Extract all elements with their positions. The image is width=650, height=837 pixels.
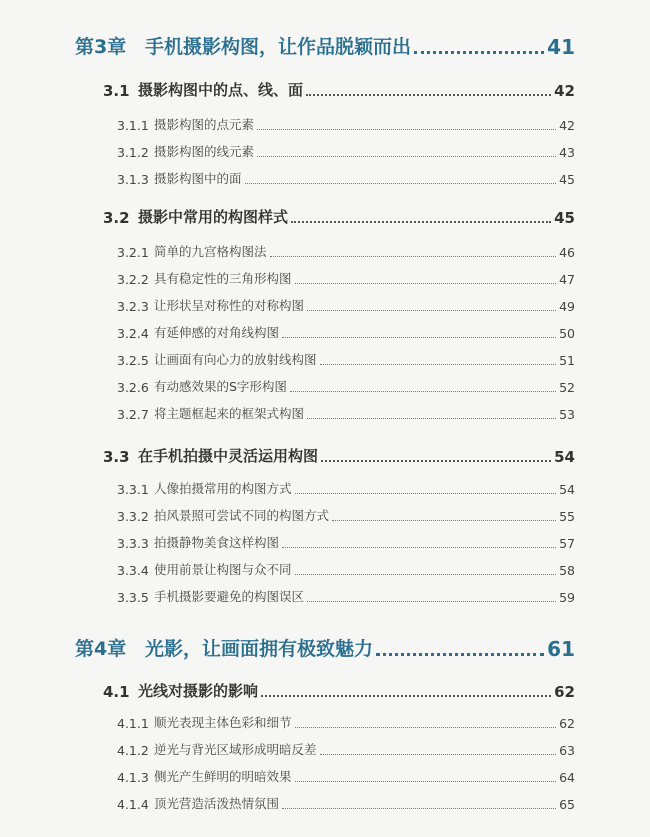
dot-leader <box>291 221 551 223</box>
dot-leader <box>257 156 556 157</box>
item-number: 3.1.1 <box>117 118 149 133</box>
item-title: 顺光表现主体色彩和细节 <box>154 715 292 730</box>
dot-leader <box>307 310 556 311</box>
item-title: 拍摄静物美食这样构图 <box>154 535 280 550</box>
section-number: 4.1 <box>103 683 130 701</box>
item-title: 将主题框起来的框架式构图 <box>154 406 305 421</box>
toc-item-3-3-5[interactable] <box>117 587 575 605</box>
section-title: 在手机拍摄中灵活运用构图 <box>138 447 319 465</box>
item-title: 有延伸感的对角线构图 <box>154 325 280 340</box>
page-number: 50 <box>559 326 575 341</box>
dot-leader <box>332 520 556 521</box>
dot-leader <box>414 51 544 54</box>
page-number: 55 <box>559 509 575 524</box>
toc-item-3-2-4[interactable] <box>117 323 575 341</box>
toc-item-3-2-5[interactable] <box>117 350 575 368</box>
toc-item-3-2-3[interactable] <box>117 296 575 314</box>
item-number: 4.1.3 <box>117 770 149 785</box>
toc-item-4-1-4[interactable] <box>117 794 575 812</box>
toc-section-3-2[interactable] <box>103 205 575 227</box>
page-number: 62 <box>554 683 575 701</box>
item-title: 具有稳定性的三角形构图 <box>154 271 292 286</box>
page-number: 47 <box>559 272 575 287</box>
dot-leader <box>307 601 556 602</box>
dot-leader <box>295 781 556 782</box>
item-number: 3.1.2 <box>117 145 149 160</box>
page-number: 42 <box>559 118 575 133</box>
dot-leader <box>295 283 556 284</box>
toc-item-3-3-4[interactable] <box>117 560 575 578</box>
item-number: 3.3.1 <box>117 482 149 497</box>
dot-leader <box>282 547 556 548</box>
page-number: 61 <box>547 637 575 661</box>
item-title: 让画面有向心力的放射线构图 <box>154 352 317 367</box>
toc-chapter-4[interactable] <box>75 635 575 661</box>
section-number: 3.1 <box>103 82 130 100</box>
page-number: 43 <box>559 145 575 160</box>
dot-leader <box>295 574 556 575</box>
section-title: 摄影中常用的构图样式 <box>138 208 289 226</box>
item-number: 3.3.3 <box>117 536 149 551</box>
dot-leader <box>282 337 556 338</box>
chapter-number: 第3章 <box>75 36 127 58</box>
toc-item-4-1-2[interactable] <box>117 740 575 758</box>
item-number: 3.2.6 <box>117 380 149 395</box>
page-number: 49 <box>559 299 575 314</box>
page-number: 46 <box>559 245 575 260</box>
item-number: 4.1.2 <box>117 743 149 758</box>
page-number: 64 <box>559 770 575 785</box>
item-title: 侧光产生鲜明的明暗效果 <box>154 769 292 784</box>
page-number: 59 <box>559 590 575 605</box>
item-title: 摄影构图的点元素 <box>154 117 255 132</box>
dot-leader <box>282 808 556 809</box>
item-title: 简单的九宫格构图法 <box>154 244 267 259</box>
toc-item-3-1-1[interactable] <box>117 115 575 133</box>
toc-item-4-1-3[interactable] <box>117 767 575 785</box>
page-number: 62 <box>559 716 575 731</box>
toc-item-3-1-2[interactable] <box>117 142 575 160</box>
page-number: 45 <box>554 209 575 227</box>
section-title: 摄影构图中的点、线、面 <box>138 81 304 99</box>
dot-leader <box>290 391 556 392</box>
toc-item-3-2-6[interactable] <box>117 377 575 395</box>
dot-leader <box>306 94 551 96</box>
dot-leader <box>295 493 556 494</box>
dot-leader <box>376 653 544 656</box>
page-number: 63 <box>559 743 575 758</box>
dot-leader <box>320 754 556 755</box>
item-number: 4.1.4 <box>117 797 149 812</box>
item-number: 3.3.4 <box>117 563 149 578</box>
item-number: 3.2.4 <box>117 326 149 341</box>
item-number: 3.2.7 <box>117 407 149 422</box>
item-number: 3.2.5 <box>117 353 149 368</box>
section-number: 3.3 <box>103 448 130 466</box>
item-number: 3.3.5 <box>117 590 149 605</box>
item-title: 有动感效果的S字形构图 <box>154 379 287 394</box>
item-number: 3.2.3 <box>117 299 149 314</box>
dot-leader <box>261 695 551 697</box>
dot-leader <box>245 183 556 184</box>
dot-leader <box>257 129 556 130</box>
item-title: 人像拍摄常用的构图方式 <box>154 481 292 496</box>
toc-section-3-3[interactable] <box>103 444 575 466</box>
page-number: 65 <box>559 797 575 812</box>
page-number: 58 <box>559 563 575 578</box>
section-title: 光线对摄影的影响 <box>138 682 259 700</box>
item-number: 3.1.3 <box>117 172 149 187</box>
item-title: 逆光与背光区域形成明暗反差 <box>154 742 317 757</box>
item-number: 3.2.1 <box>117 245 149 260</box>
item-title: 摄影构图中的面 <box>154 171 242 186</box>
item-title: 顶光营造活泼热情氛围 <box>154 796 280 811</box>
dot-leader <box>295 727 556 728</box>
page-number: 54 <box>554 448 575 466</box>
toc-item-3-1-3[interactable] <box>117 169 575 187</box>
toc-item-3-3-1[interactable] <box>117 479 575 497</box>
chapter-number: 第4章 <box>75 638 127 660</box>
item-number: 3.3.2 <box>117 509 149 524</box>
dot-leader <box>321 460 551 462</box>
toc-section-3-1[interactable] <box>103 78 575 100</box>
toc-section-4-1[interactable] <box>103 679 575 701</box>
toc-chapter-3[interactable] <box>75 33 575 59</box>
page-number: 51 <box>559 353 575 368</box>
chapter-title: 光影，让画面拥有极致魅力 <box>145 638 374 660</box>
toc-item-3-2-1[interactable] <box>117 242 575 260</box>
item-title: 让形状呈对称性的对称构图 <box>154 298 305 313</box>
dot-leader <box>307 418 556 419</box>
page-number: 57 <box>559 536 575 551</box>
toc-item-3-3-2[interactable] <box>117 506 575 524</box>
toc-item-4-1-1[interactable] <box>117 713 575 731</box>
item-title: 使用前景让构图与众不同 <box>154 562 292 577</box>
page-number: 42 <box>554 82 575 100</box>
page-number: 41 <box>547 35 575 59</box>
item-title: 摄影构图的线元素 <box>154 144 255 159</box>
item-title: 拍风景照可尝试不同的构图方式 <box>154 508 330 523</box>
item-number: 4.1.1 <box>117 716 149 731</box>
toc-item-3-3-3[interactable] <box>117 533 575 551</box>
page-number: 53 <box>559 407 575 422</box>
dot-leader <box>320 364 556 365</box>
page-number: 54 <box>559 482 575 497</box>
chapter-title: 手机摄影构图，让作品脱颖而出 <box>145 36 412 58</box>
section-number: 3.2 <box>103 209 130 227</box>
item-number: 3.2.2 <box>117 272 149 287</box>
page-number: 52 <box>559 380 575 395</box>
item-title: 手机摄影要避免的构图误区 <box>154 589 305 604</box>
toc-item-3-2-7[interactable] <box>117 404 575 422</box>
dot-leader <box>270 256 556 257</box>
toc-item-3-2-2[interactable] <box>117 269 575 287</box>
page-number: 45 <box>559 172 575 187</box>
